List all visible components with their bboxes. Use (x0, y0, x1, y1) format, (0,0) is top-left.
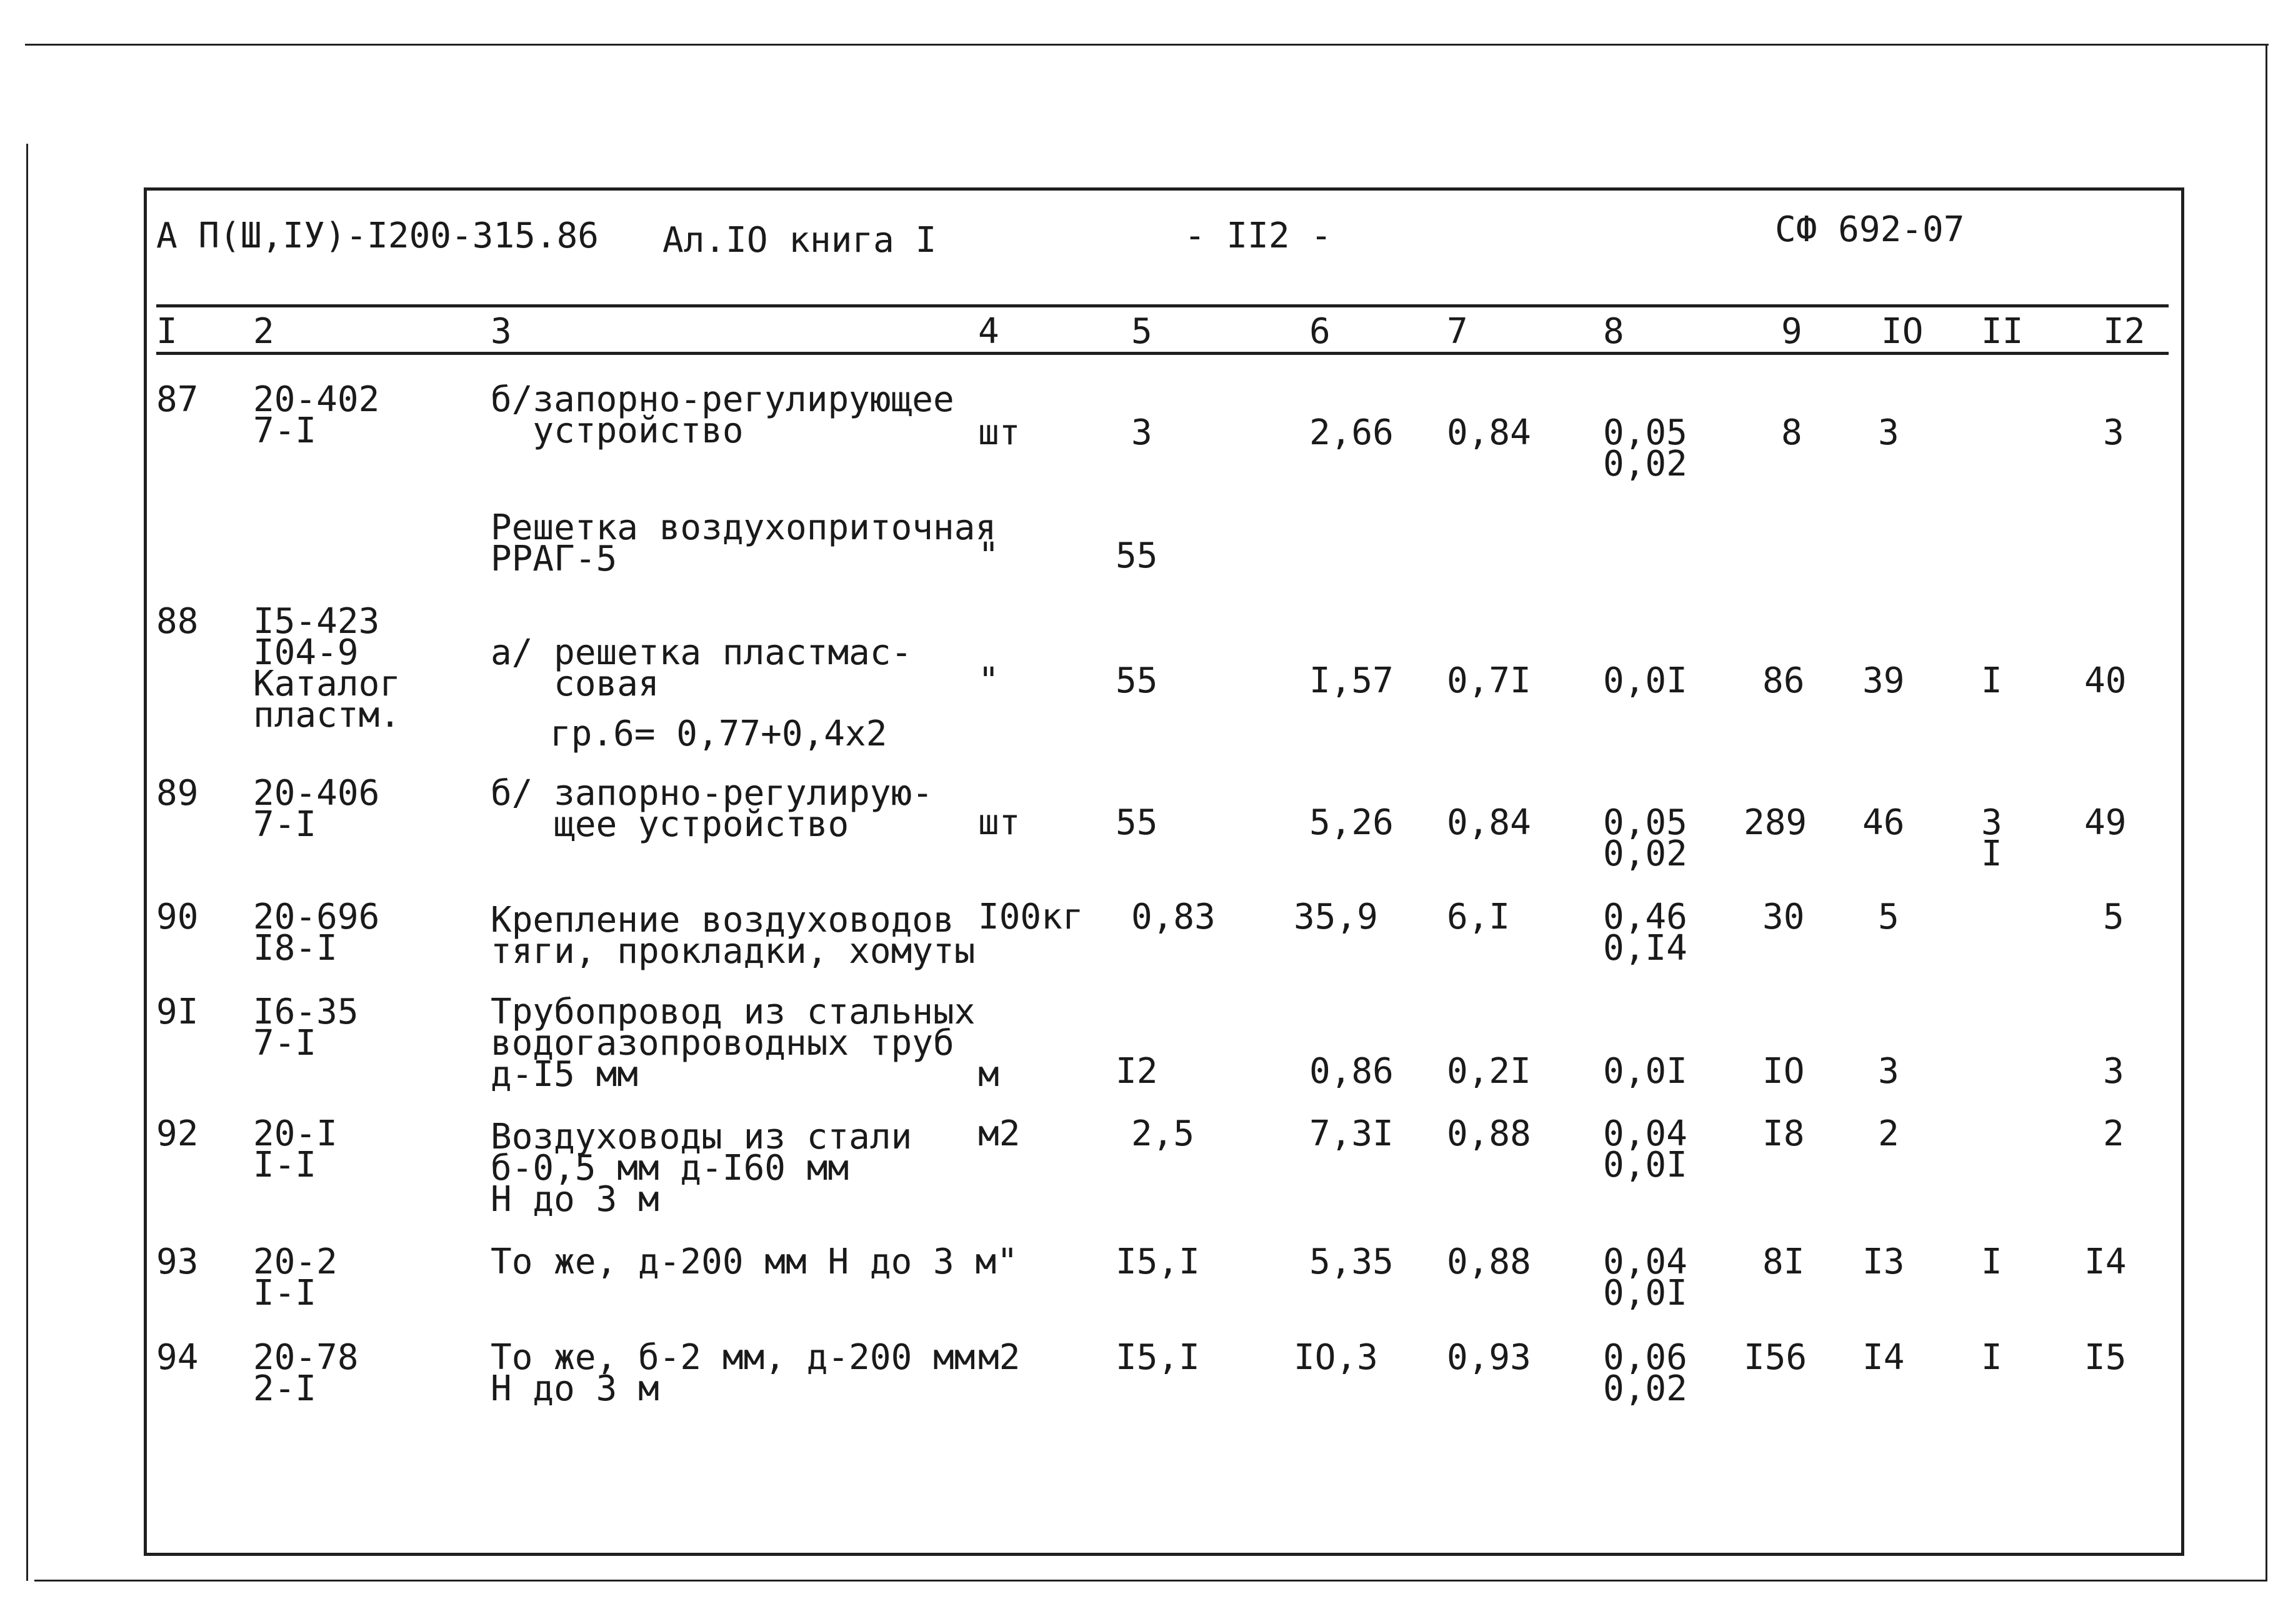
value-col8: 0,0I (1603, 1051, 1687, 1092)
value-col7: 0,7I (1447, 660, 1531, 701)
column-header: II (1981, 311, 2024, 352)
value-col6: IO,3 (1294, 1337, 1378, 1378)
unit: I00кг (978, 897, 1084, 937)
value-col10: 39 (1862, 660, 1905, 701)
value-col9: 30 (1762, 897, 1805, 937)
value-col10: I4 (1862, 1337, 1905, 1378)
column-header: I (156, 311, 177, 352)
header-top-rule (156, 304, 2169, 307)
norm-code: 20-I I-I (253, 1113, 337, 1185)
top-edge-line (25, 44, 2269, 46)
value-col6: 5,35 (1309, 1242, 1394, 1282)
unit: м2 (978, 1113, 1021, 1154)
quantity: 3 (1131, 412, 1152, 453)
value-col9: I56 (1744, 1337, 1807, 1378)
work-description: Крепление воздуховодов тяги, прокладки, хомуты (491, 900, 976, 972)
column-header: 3 (491, 311, 512, 352)
value-col9: 8 (1781, 412, 1802, 453)
norm-code: I6-35 7-I (253, 992, 359, 1064)
value-col11: I (1981, 1337, 2002, 1378)
work-description: а/ решетка пластмас- совая (491, 632, 912, 704)
unit: шт (978, 802, 1021, 843)
header-bottom-rule (156, 352, 2169, 355)
work-description: Воздуховоды из стали б-0,5 мм д-I60 мм Н до 3 м (491, 1117, 912, 1220)
value-col7: 0,93 (1447, 1337, 1531, 1378)
value-col12: 2 (2103, 1113, 2124, 1154)
column-header: 4 (978, 311, 999, 352)
norm-code: 20-2 I-I (253, 1242, 337, 1313)
column-header: I2 (2103, 311, 2146, 352)
value-col12: I5 (2084, 1337, 2127, 1378)
value-col6: 7,3I (1309, 1113, 1394, 1154)
value-col12: I4 (2084, 1242, 2127, 1282)
row-number: 90 (156, 897, 199, 937)
value-col6: I,57 (1309, 660, 1394, 701)
unit: м2 (978, 1337, 1021, 1378)
left-edge-line (26, 144, 28, 1581)
value-col8: 0,06 0,02 (1603, 1337, 1687, 1409)
value-col10: 3 (1878, 412, 1899, 453)
value-col8: 0,46 0,I4 (1603, 897, 1687, 969)
value-col6: 2,66 (1309, 412, 1394, 453)
value-col8: 0,04 0,0I (1603, 1113, 1687, 1185)
quantity: I2 (1116, 1051, 1158, 1092)
value-col12: 40 (2084, 660, 2127, 701)
value-col10: 2 (1878, 1113, 1899, 1154)
quantity: I5,I (1116, 1242, 1200, 1282)
unit: шт (978, 412, 1021, 453)
unit: " (978, 660, 999, 701)
right-edge-line (2266, 44, 2267, 1581)
value-col8: 0,05 0,02 (1603, 802, 1687, 874)
page-number: - II2 - (1184, 216, 1332, 256)
value-col10: I3 (1862, 1242, 1905, 1282)
column-header: 9 (1781, 311, 1802, 352)
work-description: То же, б-2 мм, д-200 мм Н до 3 м (491, 1337, 976, 1409)
sheet-code: СФ 692-07 (1775, 209, 1965, 250)
value-col9: I8 (1762, 1113, 1805, 1154)
work-description: Решетка воздухоприточная РРАГ-5 (491, 507, 997, 579)
value-col8: 0,0I (1603, 660, 1687, 701)
unit: " (997, 1242, 1018, 1282)
quantity: 55 (1116, 660, 1158, 701)
row-number: 94 (156, 1337, 199, 1378)
value-col11: I (1981, 1242, 2002, 1282)
work-description: б/запорно-регулирующее устройство (491, 379, 954, 451)
quantity: 2,5 (1131, 1113, 1195, 1154)
work-description-note: гр.6= 0,77+0,4х2 (550, 714, 887, 754)
column-header: 2 (253, 311, 274, 352)
value-col10: 3 (1878, 1051, 1899, 1092)
value-col6: 0,86 (1309, 1051, 1394, 1092)
value-col12: 3 (2103, 412, 2124, 453)
value-col6: 5,26 (1309, 802, 1394, 843)
row-number: 93 (156, 1242, 199, 1282)
quantity: 55 (1116, 802, 1158, 843)
column-header: 5 (1131, 311, 1152, 352)
value-col12: 3 (2103, 1051, 2124, 1092)
value-col12: 49 (2084, 802, 2127, 843)
value-col9: IO (1762, 1051, 1805, 1092)
column-header: 8 (1603, 311, 1624, 352)
work-description: То же, д-200 мм Н до 3 м (491, 1242, 997, 1282)
value-col8: 0,05 0,02 (1603, 412, 1687, 484)
work-description: Трубопровод из стальных водогазопроводных труб д-I5 мм (491, 992, 976, 1095)
value-col7: 0,88 (1447, 1113, 1531, 1154)
row-number: 92 (156, 1113, 199, 1154)
quantity: 55 (1116, 536, 1158, 576)
norm-code: 20-406 7-I (253, 773, 380, 845)
unit: м (978, 1054, 999, 1095)
value-col7: 0,2I (1447, 1051, 1531, 1092)
value-col11: 3 I (1981, 802, 2002, 874)
row-number: 89 (156, 773, 199, 814)
value-col12: 5 (2103, 897, 2124, 937)
norm-code: 20-402 7-I (253, 379, 380, 451)
document-code: А П(Ш,IУ)-I200-315.86 (156, 216, 599, 256)
value-col7: 0,84 (1447, 412, 1531, 453)
column-header: 7 (1447, 311, 1468, 352)
bottom-edge-line (34, 1580, 2267, 1582)
quantity: I5,I (1116, 1337, 1200, 1378)
row-number: 87 (156, 379, 199, 420)
album-reference: Ал.IO книга I (662, 220, 937, 261)
value-col9: 289 (1744, 802, 1807, 843)
value-col9: 8I (1762, 1242, 1805, 1282)
value-col10: 46 (1862, 802, 1905, 843)
column-header: IO (1881, 311, 1924, 352)
value-col9: 86 (1762, 660, 1805, 701)
value-col7: 0,88 (1447, 1242, 1531, 1282)
norm-code: 20-78 2-I (253, 1337, 359, 1409)
value-col11: I (1981, 660, 2002, 701)
row-number: 9I (156, 992, 199, 1032)
value-col6: 35,9 (1294, 897, 1378, 937)
value-col10: 5 (1878, 897, 1899, 937)
norm-code: I5-423 I04-9 Каталог пластм. (253, 601, 401, 735)
work-description: б/ запорно-регулирую- щее устройство (491, 773, 934, 845)
value-col7: 0,84 (1447, 802, 1531, 843)
value-col8: 0,04 0,0I (1603, 1242, 1687, 1313)
norm-code: 20-696 I8-I (253, 897, 380, 969)
quantity: 0,83 (1131, 897, 1216, 937)
value-col7: 6,I (1447, 897, 1511, 937)
column-header: 6 (1309, 311, 1331, 352)
unit: " (978, 536, 999, 576)
row-number: 88 (156, 601, 199, 642)
